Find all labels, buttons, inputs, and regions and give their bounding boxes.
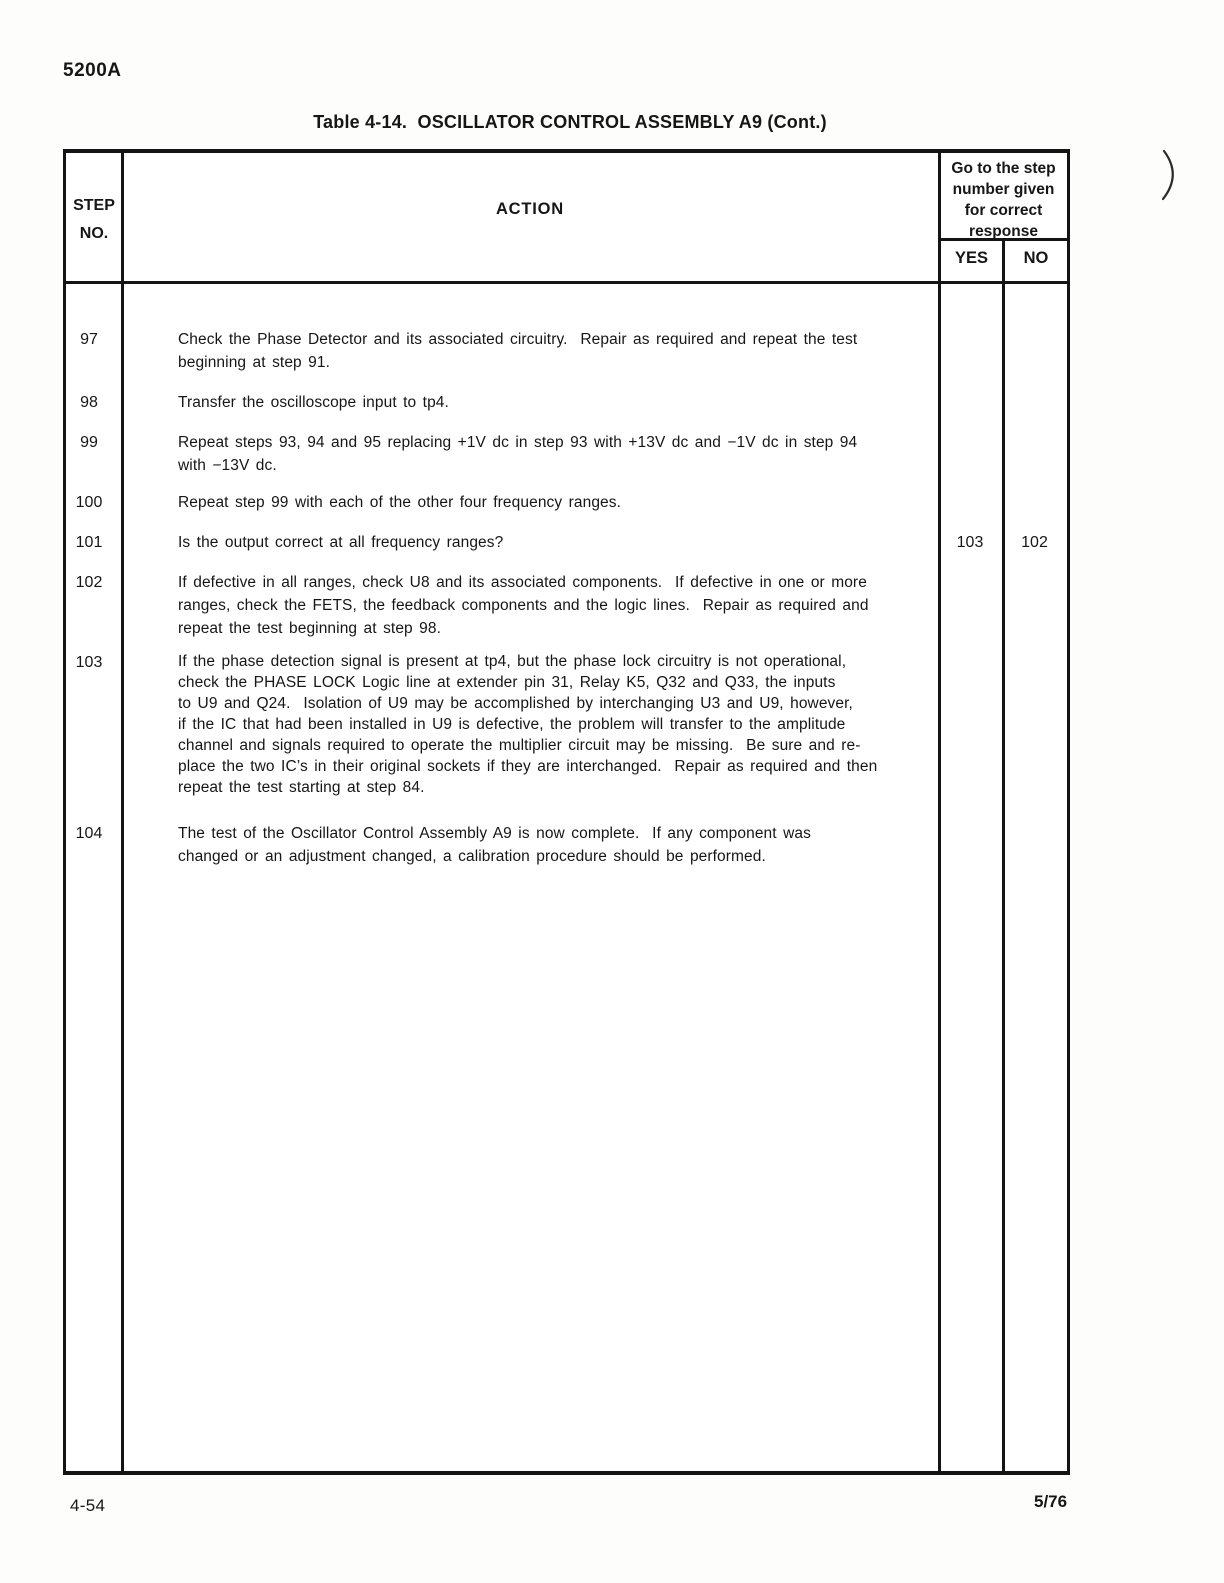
action-text: [122, 491, 938, 514]
action-line: beginning at step 91.: [178, 354, 331, 371]
action-text: [122, 391, 938, 414]
action-text: [122, 651, 938, 798]
table-row-step-103: [66, 651, 1067, 798]
goto-header-line3: for correct: [964, 202, 1043, 219]
troubleshooting-table: [63, 149, 1070, 1475]
goto-header-line1: Go to the step: [951, 160, 1056, 177]
action-line: Is the output correct at all frequency ranges?: [178, 534, 504, 551]
model-number: 5200A: [63, 60, 122, 81]
yes-goto-value: [938, 571, 1002, 640]
yes-goto-value: [938, 391, 1002, 414]
table-row-step-104: [66, 822, 1067, 868]
no-goto-value: [1002, 328, 1067, 374]
action-line: with −13V dc.: [178, 457, 277, 474]
goto-response-header: [940, 158, 1067, 242]
step-number: 100: [75, 494, 103, 511]
no-goto-value: [1002, 822, 1067, 868]
table-row-step-98: [66, 391, 1067, 414]
yes-goto-value: [938, 328, 1002, 374]
yes-header: YES: [954, 249, 989, 267]
no-goto-value: [1002, 491, 1067, 514]
action-text: [122, 431, 938, 477]
action-text: [122, 571, 938, 640]
table-body: [66, 284, 1067, 868]
scan-artifact-paren-mark: [1160, 148, 1186, 202]
action-line: to U9 and Q24. Isolation of U9 may be accomplished by interchanging U3 and U9, however,: [178, 695, 853, 712]
table-title: Table 4-14. OSCILLATOR CONTROL ASSEMBLY A9 (Cont.): [313, 112, 827, 132]
yes-goto-value: [938, 822, 1002, 868]
revision-date: 5/76: [1034, 1492, 1068, 1511]
goto-header-line2: number given: [952, 181, 1055, 198]
action-line: ranges, check the FETS, the feedback components and the logic lines. Repair as required and: [178, 597, 869, 614]
step-number: 103: [75, 654, 103, 671]
step-no-header-line1: STEP: [73, 197, 115, 214]
step-number: 97: [80, 331, 98, 348]
action-line: Check the Phase Detector and its associated circuitry. Repair as required and repeat the test: [178, 331, 858, 348]
action-line: repeat the test beginning at step 98.: [178, 620, 442, 637]
action-line: channel and signals required to operate the multiplier circuit may be missing. Be sure and re-: [178, 737, 861, 754]
table-row-step-102: [66, 571, 1067, 640]
action-line: Transfer the oscilloscope input to tp4.: [178, 394, 449, 411]
no-goto-value: [1002, 391, 1067, 414]
no-goto-value: 102: [1021, 534, 1048, 551]
table-row-step-100: [66, 491, 1067, 514]
step-number: 98: [80, 394, 98, 411]
action-text: [122, 822, 938, 868]
table-row-step-99: [66, 431, 1067, 477]
step-no-header: [66, 192, 122, 248]
yes-goto-value: [938, 431, 1002, 477]
no-goto-value: [1002, 651, 1067, 798]
action-header: ACTION: [495, 200, 565, 218]
yes-goto-value: [938, 491, 1002, 514]
action-text: [122, 531, 938, 554]
step-number: 104: [75, 825, 103, 842]
table-row-step-97: [66, 328, 1067, 374]
action-text: [122, 328, 938, 374]
action-line: place the two IC’s in their original sockets if they are interchanged. Repair as required and then: [178, 758, 878, 775]
action-line: If defective in all ranges, check U8 and its associated components. If defective in one or more: [178, 574, 867, 591]
action-line: Repeat step 99 with each of the other four frequency ranges.: [178, 494, 622, 511]
goto-header-line4: response: [969, 223, 1038, 240]
no-header: NO: [1023, 249, 1049, 267]
action-line: changed or an adjustment changed, a calibration procedure should be performed.: [178, 848, 766, 865]
table-row-step-101: [66, 531, 1067, 554]
step-number: 101: [75, 534, 103, 551]
action-line: If the phase detection signal is present at tp4, but the phase lock circuitry is not operational,: [178, 653, 847, 670]
action-line: repeat the test starting at step 84.: [178, 779, 425, 796]
no-goto-value: [1002, 431, 1067, 477]
step-no-header-line2: NO.: [79, 225, 109, 242]
action-line: check the PHASE LOCK Logic line at extender pin 31, Relay K5, Q32 and Q33, the inputs: [178, 674, 836, 691]
step-number: 102: [75, 574, 103, 591]
step-number: 99: [80, 434, 98, 451]
action-line: if the IC that had been installed in U9 is defective, the problem will transfer to the amplitude: [178, 716, 846, 733]
action-line: The test of the Oscillator Control Assembly A9 is now complete. If any component was: [178, 825, 811, 842]
no-goto-value: [1002, 571, 1067, 640]
action-line: Repeat steps 93, 94 and 95 replacing +1V dc in step 93 with +13V dc and −1V dc in step 94: [178, 434, 858, 451]
page-number: 4-54: [70, 1496, 106, 1515]
yes-goto-value: 103: [956, 534, 984, 551]
yes-goto-value: [938, 651, 1002, 798]
